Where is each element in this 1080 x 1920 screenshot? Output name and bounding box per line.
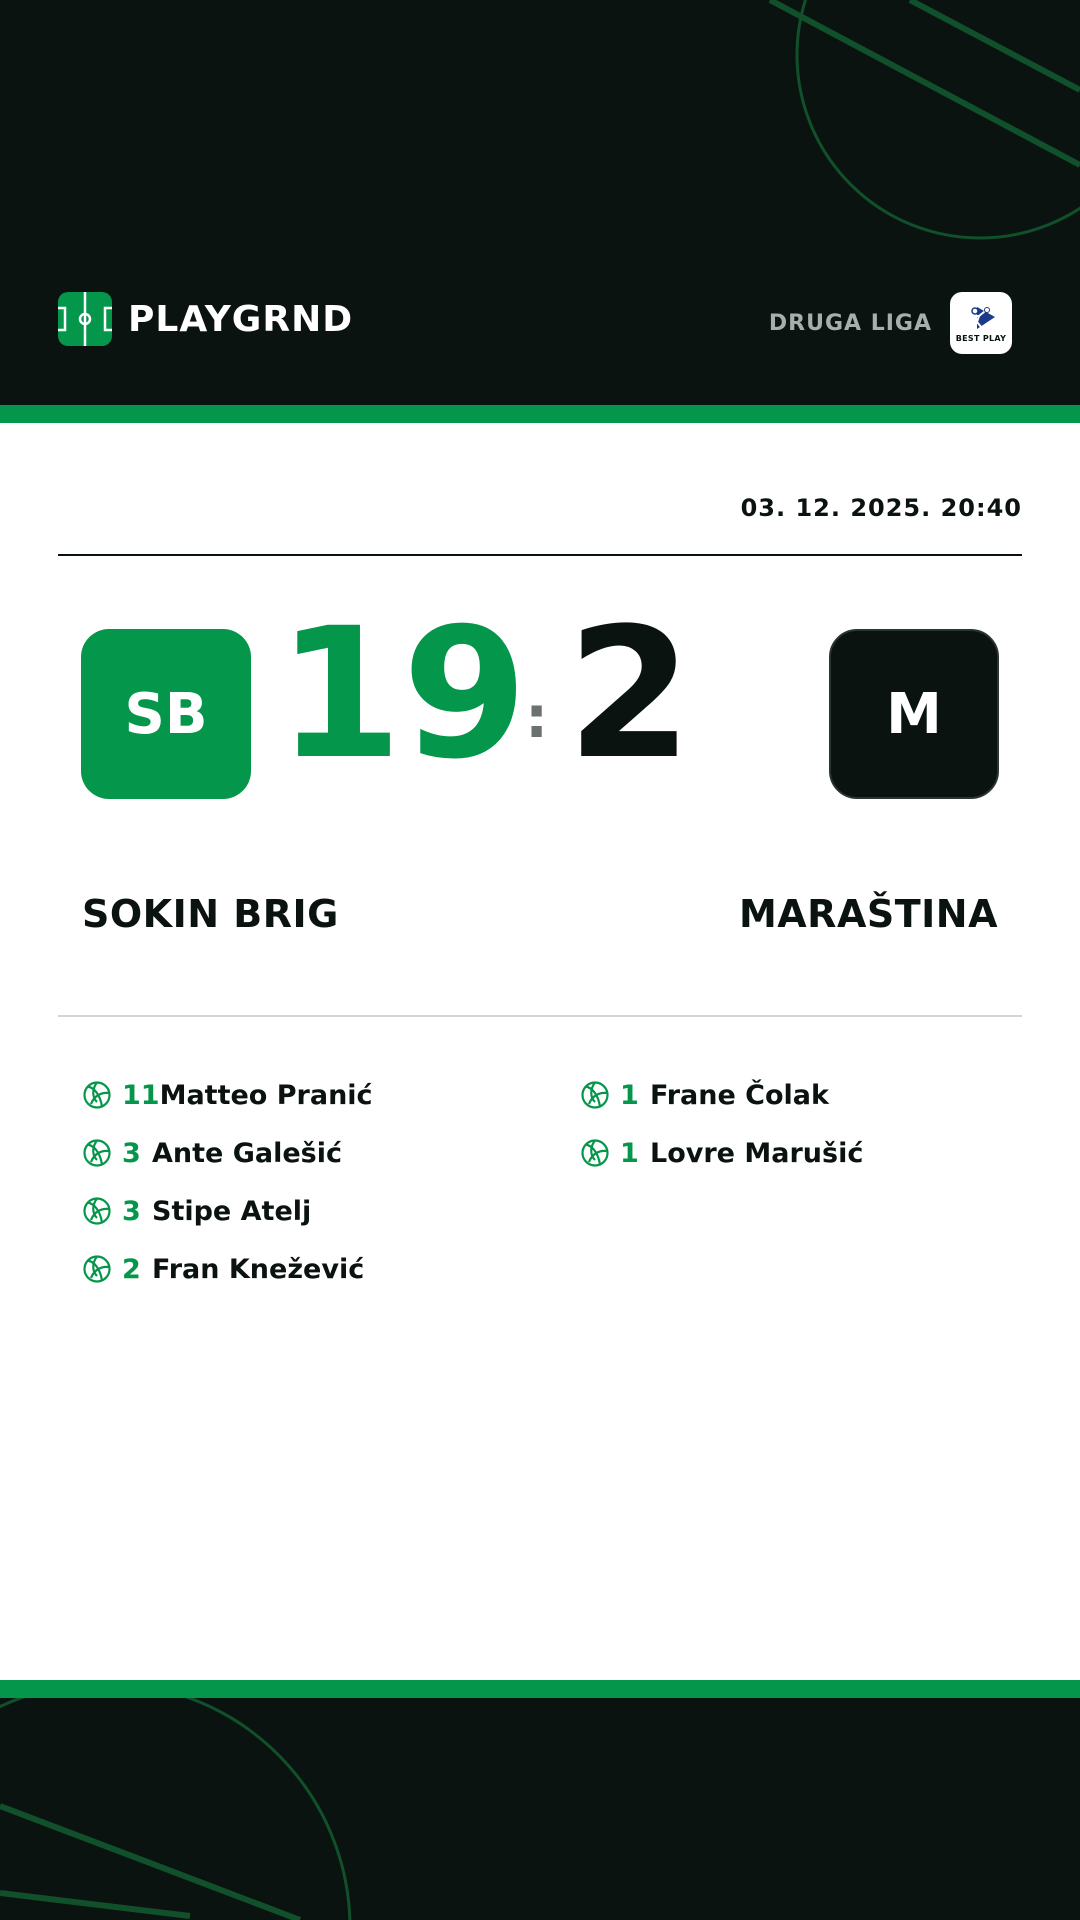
scorer-name: Matteo Pranić [159, 1079, 373, 1111]
away-score: 2 [567, 590, 693, 799]
volleyball-icon [82, 1138, 112, 1168]
brand [58, 292, 353, 346]
league [769, 292, 1012, 354]
scorer-name: Frane Čolak [650, 1079, 829, 1111]
volleyball-player-icon [961, 303, 1001, 333]
home-scorers-list [82, 1066, 502, 1298]
scorer-goals: 1 [620, 1137, 639, 1169]
scorer-name: Ante Galešić [152, 1137, 343, 1169]
scorer-row [82, 1124, 502, 1182]
divider [58, 554, 1022, 556]
away-team-badge: M [829, 629, 999, 799]
divider [58, 1015, 1022, 1017]
league-name: DRUGA LIGA [768, 310, 932, 336]
scorer-row [82, 1240, 502, 1298]
volleyball-icon [82, 1080, 112, 1110]
volleyball-icon [580, 1138, 610, 1168]
home-team-name: SOKIN BRIG [82, 892, 339, 936]
home-score: 19 [277, 590, 528, 799]
accent-bar-top [0, 405, 1080, 423]
scorer-row [82, 1182, 502, 1240]
scorer-goals: 3 [122, 1195, 141, 1227]
away-scorers-list [580, 1066, 1000, 1182]
volleyball-icon [580, 1080, 610, 1110]
scorer-goals: 3 [122, 1137, 141, 1169]
footer-band [0, 1698, 1080, 1920]
away-team-name: MARAŠTINA [738, 892, 998, 936]
match-datetime: 03. 12. 2025. 20:40 [740, 494, 1022, 522]
volleyball-icon [82, 1254, 112, 1284]
league-logo-text: BEST PLAY [955, 334, 1007, 343]
scorer-name: Lovre Marušić [650, 1137, 864, 1169]
score-separator: : [525, 683, 549, 751]
brand-name: PLAYGRND [128, 298, 354, 340]
volleyball-icon [82, 1196, 112, 1226]
league-logo [950, 292, 1012, 354]
scorer-row [580, 1124, 1000, 1182]
scorer-row [82, 1066, 502, 1124]
scorer-name: Stipe Atelj [152, 1195, 312, 1227]
pitch-icon [58, 292, 112, 346]
scorer-name: Fran Knežević [152, 1253, 365, 1285]
accent-bar-bottom [0, 1680, 1080, 1698]
scorer-goals: 2 [122, 1253, 141, 1285]
scorer-goals: 1 [620, 1079, 639, 1111]
home-team-badge: SB [81, 629, 251, 799]
scorer-goals: 11 [122, 1079, 160, 1111]
court-lines-decoration [0, 1698, 1080, 1920]
scorer-row [580, 1066, 1000, 1124]
